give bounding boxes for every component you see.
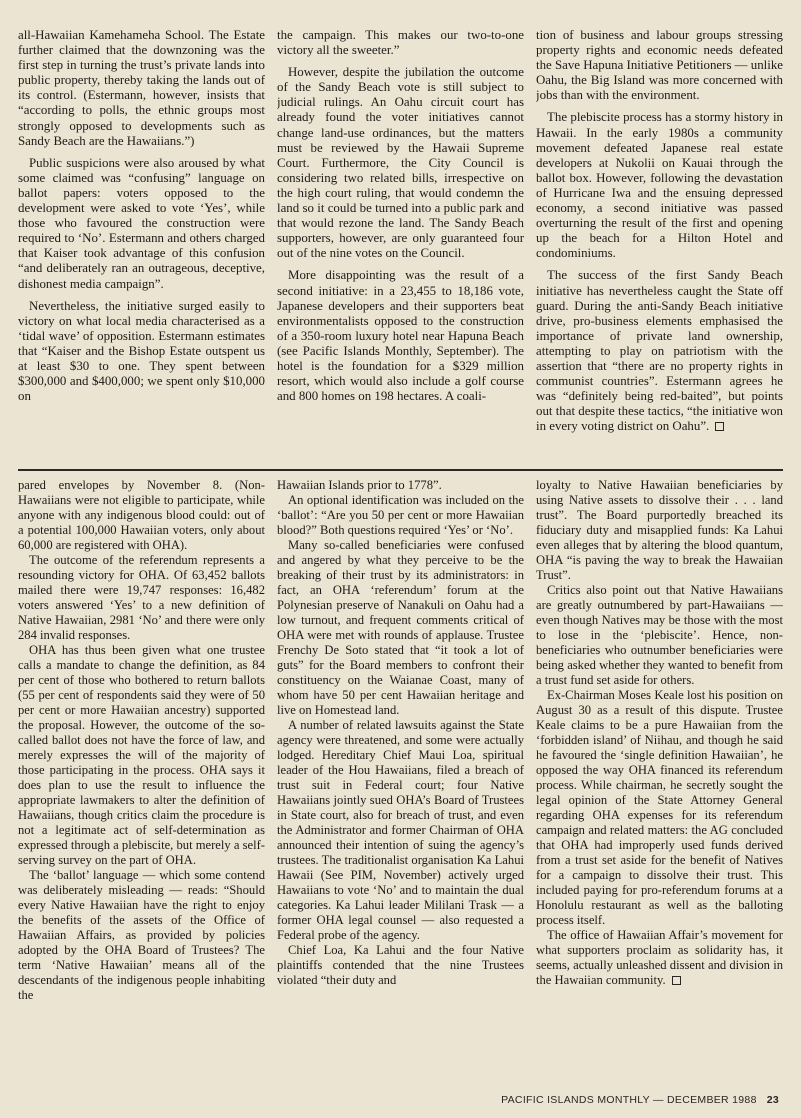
- paragraph-text: The success of the first Sandy Beach initiative has nevertheless caught the State off guard. During the anti-Sandy Beach initiative drive, pro-business elements emphasised the importance of private land ownership, attempting to play on patriotism with the assertion that “there are no property rights in communist countries”. Estermann agrees he was “definitely being red-baited”, but points out that despite these tactics, “the initiative won in every voting district on Oahu”.: [536, 268, 783, 434]
- paragraph: An optional identification was included on the ‘ballot’: “Are you 50 per cent or more Hawaiian blood?” Both questions required ‘Yes’ or ‘No’.: [277, 493, 524, 537]
- paragraph: [536, 268, 783, 434]
- paragraph: all-Hawaiian Kamehameha School. The Estate further claimed that the downzoning was the first step in turning the trust’s private lands into public property, thereby taking the lands out of its control. (Estermann, however, insists that “according to polls, the ethnic groups most strongly opposed to developments such as Sandy Beach are the Hawaiians.”): [18, 28, 265, 148]
- paragraph: A number of related lawsuits against the State agency were threatened, and some were actually lodged. Hereditary Chief Maui Loa, spiritual leader of the Hou Hawaiians, filed a breach of trust suit in Federal court; four Native Hawaiians jointly sued OHA’s Board of Trustees in State court, also for breach of trust, and even the Administrator and former Chairman of OHA announced their intention of suing the agency’s trustees. The traditionalist organisation Ka Lahui Hawaii (See PIM, November) actively urged Hawaiians to vote ‘No’ and to maintain the dual categories. Ka Lahui leader Mililani Trask — a former OHA legal counsel — also requested a Federal probe of the agency.: [277, 718, 524, 942]
- paragraph: More disappointing was the result of a second initiative: in a 23,455 to 18,186 vote, Japanese developers and their supporters beat environmentalists opposed to the construction of a 350-room luxury hotel near Hapuna Beach (see Pacific Islands Monthly, September). The hotel is the foundation for a $329 million resort, which would also include a golf course and 800 homes on 198 hectares. A coali-: [277, 268, 524, 404]
- paragraph: loyalty to Native Hawaiian beneficiaries by using Native assets to dissolve their . . . land trust”. The Board purportedly breached its fiduciary duty and misapplied funds: Ka Lahui even alleges that by altering the blood quantum, OHA “is paving the way to break the Hawaiian Trust”.: [536, 478, 783, 582]
- article-column-2: [277, 28, 524, 466]
- article-column-3: [536, 28, 783, 466]
- paragraph: The ‘ballot’ language — which some contend was deliberately misleading — reads: “Should every Native Hawaiian have the right to enjoy the benefits of the assets of the Office of Hawaiian Affairs, as provided by policies adopted by the OHA Board of Trustees? The term ‘Native Hawaiian’ means all of the descendants of the indigenous people inhabiting the: [18, 868, 265, 1002]
- end-of-article-icon: [715, 422, 724, 431]
- paragraph: Public suspicions were also aroused by what some claimed was “confusing” language on ballot papers: voters opposed to the development were asked to vote ‘Yes’, while those who favoured the construction were required to ‘No’. Estermann and others charged that Kaiser took advantage of this confusion “and deliberately ran an outrageous, deceptive, dishonest media campaign”.: [18, 155, 265, 291]
- publication-line: PACIFIC ISLANDS MONTHLY — DECEMBER 1988: [501, 1094, 757, 1106]
- paragraph: Many so-called beneficiaries were confused and angered by what they perceive to be the breaking of their trust by its administrators: in fact, an OHA ‘referendum’ forum at the Polynesian preserve of Nanakuli on Oahu had a low turnout, and frequent comments critical of OHA were met with rounds of applause. Trustee Frenchy De Soto stated that “it took a lot of guts” for the Board members to confront their constituency on the Waianae Coast, many of whom have 50 per cent Hawaiian heritage and live on Homestead land.: [277, 538, 524, 717]
- paragraph: OHA has thus been given what one trustee calls a mandate to change the definition, as 84 per cent of those who bothered to return ballots (55 per cent of respondents said they were of 50 per cent or more Hawaiian ancestry) supported the proposal. However, the outcome of the so-called ballot does not have the force of law, and merely expresses the will of the majority of those participating in the process. OHA says it does plan to use the result to influence the appropriate lawmakers to alter the definition of Hawaiians, though critics claim the procedure is not a legitimate act of self-determination as expressed through a plebiscite, but merely a self-serving survey on the part of OHA.: [18, 643, 265, 867]
- section-divider: [18, 469, 783, 471]
- paragraph: Hawaiian Islands prior to 1778”.: [277, 478, 442, 492]
- paragraph: pared envelopes by November 8. (Non-Hawaiians were not eligible to participate, while anyone with any indigenous blood could: out of a potential 100,000 Hawaiian voters, only about 60,000 are registered with OHA).: [18, 478, 265, 552]
- article-column-2: [277, 478, 524, 1074]
- paragraph-text: The office of Hawaiian Affair’s movement for what supporters proclaim as solidarity has, it seems, actually unleashed dissent and division in the Hawaiian community.: [536, 928, 783, 987]
- page-footer: [501, 1094, 779, 1106]
- paragraph: The plebiscite process has a stormy history in Hawaii. In the early 1980s a community movement defeated Japanese real estate developers at Nukolii on Kauai through the ballot box. However, following the devastation of Hurricane Iwa and the ensuing depressed economy, a second initiative was passed overturning the result of the first and opening up the beach for a Hilton Hotel and condominiums.: [536, 110, 783, 261]
- paragraph: Ex-Chairman Moses Keale lost his position on August 30 as a result of this dispute. Trustee Keale claims to be a pure Hawaiian from the ‘forbidden island’ of Niihau, and though he said he favoured the ‘single definition Hawaiian’, he opposed the way OHA financed its referendum process. While chairman, he secretly sought the legal opinion of the State Attorney General regarding OHA expenses for its referendum campaign and related matters: the AG concluded that OHA had improperly used funds derived from a trust set aside for the benefit of Natives for a campaign to dissolve their trust. This included paying for pro-referendum forums at a Honolulu restaurant as well as the balloting process itself.: [536, 688, 783, 927]
- article-column-1: [18, 478, 265, 1074]
- end-of-article-icon: [672, 976, 681, 985]
- article-column-1: [18, 28, 265, 466]
- paragraph: Critics also point out that Native Hawaiians are greatly outnumbered by part-Hawaiians — even though Natives may be those with the most to lose in the ‘plebiscite’. Hence, non-beneficiaries who outnumber beneficiaries were being asked whether they wanted to benefit from a trust fund set aside for others.: [536, 583, 783, 687]
- paragraph: However, despite the jubilation the outcome of the Sandy Beach vote is still subject to judicial rulings. An Oahu circuit court has already found the voter initiatives cannot change land-use ordinances, but the matters must be reviewed by the Hawaii Supreme Court. Furthermore, the City Council is considering two related bills, irrespective on the high court ruling, that would condemn the land so it could be turned into a public park and that would rezone the land. The Sandy Beach supporters, however, are only guaranteed four out of the nine votes on the Council.: [277, 65, 524, 261]
- article-column-3: [536, 478, 783, 1074]
- paragraph: The outcome of the referendum represents a resounding victory for OHA. Of 63,452 ballots mailed there were 19,747 responses: 16,482 voters answered ‘Yes’ to a new definition of Native Hawaiian, 2981 ‘No’ and there were only 284 invalid responses.: [18, 553, 265, 642]
- paragraph: [536, 928, 783, 988]
- paragraph: Chief Loa, Ka Lahui and the four Native plaintiffs contended that the nine Trustees violated “their duty and: [277, 943, 524, 987]
- article-sandy-beach: [18, 28, 783, 466]
- article-oha-referendum: [18, 478, 783, 1074]
- paragraph: the campaign. This makes our two-to-one victory all the sweeter.”: [277, 28, 524, 58]
- paragraph: tion of business and labour groups stressing property rights and economic needs defeated the Save Hapuna Initiative Petitioners — unlike Oahu, the Big Island was more concerned with jobs than with the environment.: [536, 28, 783, 103]
- page-number: 23: [766, 1094, 779, 1106]
- paragraph: Nevertheless, the initiative surged easily to victory on what local media characterised as a ‘tidal wave’ of opposition. Estermann estimates that “Kaiser and the Bishop Estate outspent us at least $30 to one. They spent between $300,000 and $400,000; we spent only $10,000 on: [18, 298, 265, 404]
